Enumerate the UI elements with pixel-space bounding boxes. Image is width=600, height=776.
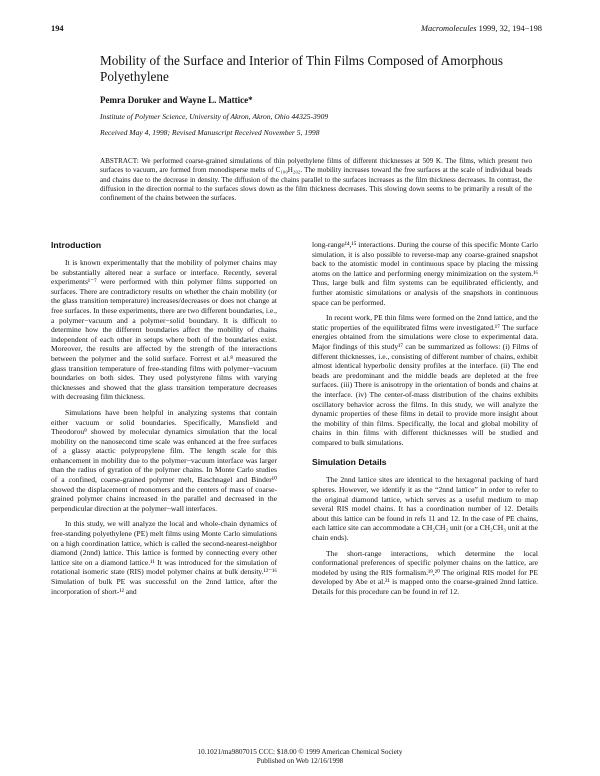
journal-citation [421,24,542,33]
article-authors: Pemra Doruker and Wayne L. Mattice* [100,95,253,105]
page-header [51,24,542,36]
right-paragraph-continued: long-range¹⁴,¹⁵ interactions. During the course of this specific Monte Carlo simulation, it is also possible to reverse-map any coarse-grained snapshot back to the atomistic model in continuous space by placing the missing atoms on the lattice and performing energy minimization on the system.¹⁶ Thus, large bulk and film systems can be equilibrated efficiently, and further atomistic simulations or analysis of the snapshots in continuous space can be performed. [312,240,538,307]
intro-paragraph-2: Simulations have been helpful in analyzing systems that contain either vacuum or solid boundaries. Specifically, Mansfield and Theodorou⁹ showed by molecular dynamics simulation that the local mobility on the nanosecond time scale was enhanced at the free surfaces of a glassy atactic polypropylene film. The length scale for this enhancement in mobility due to the polymer−vacuum interface was larger than the radius of gyration of the polymer chains. In Monte Carlo studies of a confined, coarse-grained polymer melt, Baschnagel and Binder¹⁰ showed the displacement of monomers and the centers of mass of coarse-grained polymer chains increased in the parallel and decreased in the perpendicular direction at the polymer−wall interfaces. [51,407,277,513]
simulation-paragraph-2: The short-range interactions, which determine the local conformational preferences of specific polymer chains on the lattice, are modeled by using the RIS formalism.¹⁹,²⁰ The original RIS model for PE developed by Abe et al.²¹ is mapped onto the coarse-grained 2nnd lattice. Details for this procedure can be found in ref 12. [312,548,538,596]
received-dates: Received May 4, 1998; Revised Manuscript Received November 5, 1998 [100,128,320,137]
intro-paragraph-3: In this study, we will analyze the local and whole-chain dynamics of free-standing polyethylene (PE) melt films using Monte Carlo simulations on a high coordination lattice, which is called the second-nearest-neighbor diamond (2nnd) lattice. This lattice is formed by connecting every other lattice site on a diamond lattice.¹¹ It was introduced for the simulation of rotational isomeric state (RIS) model polymer chains at bulk density.¹²⁻¹⁶ Simulation of bulk PE was successful on the 2nnd lattice, after the incorporation of short-¹² and [51,519,277,596]
author-affiliation: Institute of Polymer Science, University of Akron, Akron, Ohio 44325-3909 [100,112,329,121]
introduction-heading: Introduction [51,240,102,250]
abstract: ABSTRACT: We performed coarse-grained simulations of thin polyethylene films of different thicknesses at 509 K. The films, which present two surfaces to vacuum, are formed from monodisperse melts of C₁₀₀H₂₀₂. The mobility increases toward the free surfaces at the scale of individual beads and chains due to the decrease in density. The diffusion of the chains parallel to the surfaces increases as the film thickness decreases. In contrast, the diffusion in the direction normal to the surfaces slows down as the film thickness decreases. This slowing down seems to be primarily a result of the confinement of the chains between the surfaces. [100,157,532,203]
article-title: Mobility of the Surface and Interior of Thin Films Composed of Amorphous Polyethylene [100,53,504,84]
page-footer [0,748,600,766]
page-number: 194 [51,24,64,33]
intro-paragraph-1: It is known experimentally that the mobility of polymer chains may be substantially altered near a surface or interface. Recently, several experiments¹⁻⁷ were performed with thin polymer films supported on surfaces. There are contradictory results on whether the chain mobility (or the glass transition temperature) increases/decreases or does not change at free surfaces. In these experiments, there are two different boundaries, i.e., a polymer−vacuum and a polymer−solid boundary. It is difficult to determine how the different boundaries affect the mobility of chains independent of each other in setups where both of the boundaries exist. Moreover, the results are affected by the strength of the interactions between the polymer and the solid surface. Forrest et al.⁸ measured the glass transition temperature of free-standing films with polymer−vacuum boundaries on both sides. They used polystyrene films with varying thicknesses and showed that the glass transition temperature decreases with decreasing film thickness. [51,258,277,402]
publication-date-line: Published on Web 12/16/1998 [256,757,344,765]
citation-info: 1999, 32, 194−198 [478,24,542,33]
simulation-details-heading: Simulation Details [312,457,387,468]
doi-copyright-line: 10.1021/ma9807015 CCC: $18.00 © 1999 American Chemical Society [197,748,403,756]
right-paragraph-1: In recent work, PE thin films were formed on the 2nnd lattice, and the static properties of the equilibrated films were investigated.¹⁷ The surface energies obtained from the simulations were close to experimental data. Major findings of this study¹⁷ can be summarized as follows: (i) Films of different thicknesses, i.e., consisting of different number of chains, exhibit almost identical hyperbolic density profiles at the interface. (ii) The end beads are predominant and the middle beads are depleted at the free surfaces. (iii) There is anisotropy in the orientation of bonds and chains at the interface. (iv) The center-of-mass distribution of the chains exhibits oscillatory behavior across the films. In this study, we will analyze the dynamic properties of these films in detail to provide more insight about the mobility of thin films. Specifically, the local and global mobility of chains in thin films with different thicknesses will be studied and compared to bulk simulations. [312,313,538,447]
left-column [51,240,277,602]
right-column [312,240,538,603]
journal-name: Macromolecules [421,24,477,33]
simulation-paragraph-1: The 2nnd lattice sites are identical to the hexagonal packing of hard spheres. However, we identify it as the “2nnd lattice” in order to refer to the original diamond lattice, which serves as a useful medium to map several RIS model chains. It has a coordination number of 12. Details about this lattice can be found in refs 11 and 12. In the case of PE chains, each lattice site can accommodate a CH₂CH₂ unit (or a CH₂CH₃ unit at the chain ends). [312,475,538,543]
